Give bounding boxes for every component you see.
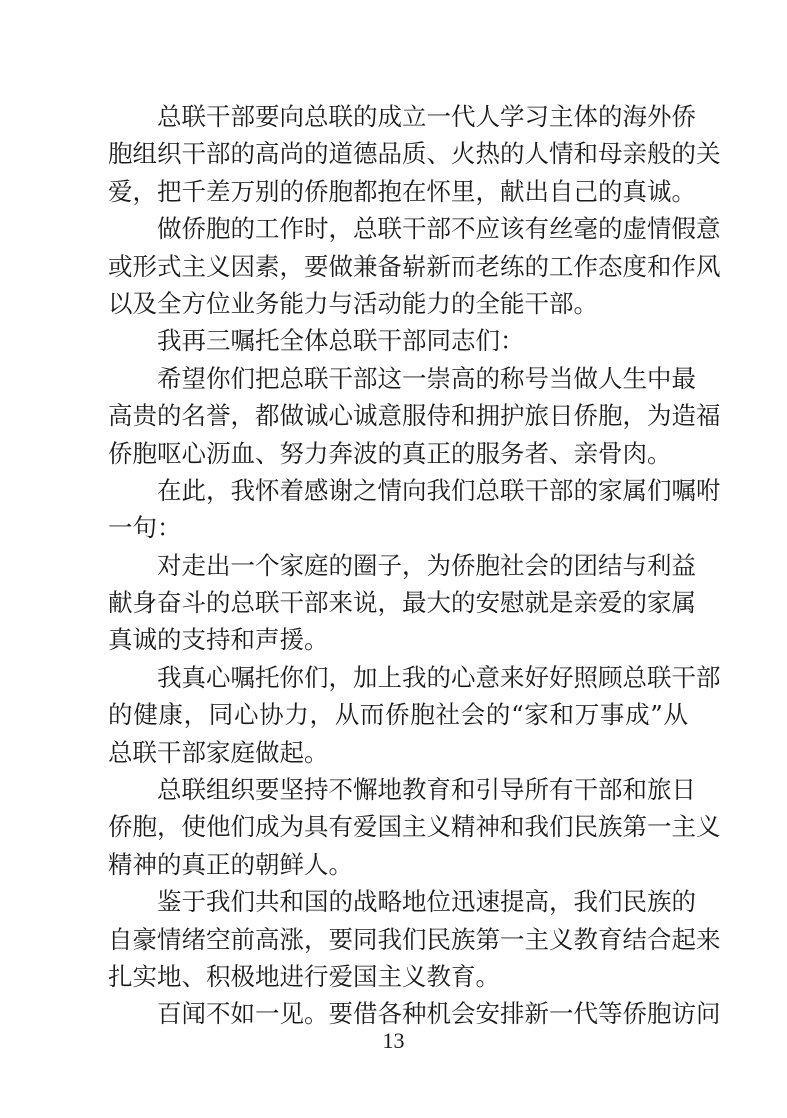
text-line: 在此，我怀着感谢之情向我们总联干部的家属们嘱咐 [157,475,721,505]
text-line: 对走出一个家庭的圈子，为侨胞社会的团结与利益 [157,550,696,580]
text-line: 一句： [108,513,182,543]
text-line: 希望你们把总联干部这一崇高的称号当做人生中最 [157,363,696,393]
text-line: 做侨胞的工作时，总联干部不应该有丝毫的虚情假意 [157,214,721,244]
text-line: 胞组织干部的高尚的道德品质、火热的人情和母亲般的关 [108,139,721,169]
text-line: 总联组织要坚持不懈地教育和引导所有干部和旅日 [157,775,696,805]
text-line: 以及全方位业务能力与活动能力的全能干部。 [108,288,598,318]
text-line: 爱，把千差万别的侨胞都抱在怀里，献出自己的真诚。 [108,176,696,206]
text-line: 的健康，同心协力，从而侨胞社会的“家和万事成”从 [108,700,688,730]
text-line: 献身奋斗的总联干部来说，最大的安慰就是亲爱的家属 [108,588,696,618]
text-line: 精神的真正的朝鲜人。 [108,849,353,879]
text-line: 自豪情绪空前高涨，要同我们民族第一主义教育结合起来 [108,924,721,954]
text-line: 总联干部要向总联的成立一代人学习主体的海外侨 [157,102,696,131]
text-line: 百闻不如一见。要借各种机会安排新一代等侨胞访问 [157,999,721,1029]
text-line: 或形式主义因素，要做兼备崭新而老练的工作态度和作风 [108,251,721,281]
text-line: 真诚的支持和声援。 [108,625,329,655]
text-line: 我真心嘱托你们，加上我的心意来好好照顾总联干部 [157,662,721,692]
page-number: 13 [382,1028,405,1053]
text-line: 扎实地、积极地进行爱国主义教育。 [108,961,500,991]
document-body [108,98,721,1033]
text-line: 高贵的名誉，都做诚心诚意服侍和拥护旅日侨胞，为造福 [108,401,721,431]
text-line: 侨胞呕心沥血、努力奔波的真正的服务者、亲骨肉。 [108,438,672,468]
text-line: 侨胞，使他们成为具有爱国主义精神和我们民族第一主义 [108,812,721,842]
text-line: 总联干部家庭做起。 [108,737,329,767]
text-line: 鉴于我们共和国的战略地位迅速提高，我们民族的 [157,887,696,917]
text-line: 我再三嘱托全体总联干部同志们： [157,326,525,356]
